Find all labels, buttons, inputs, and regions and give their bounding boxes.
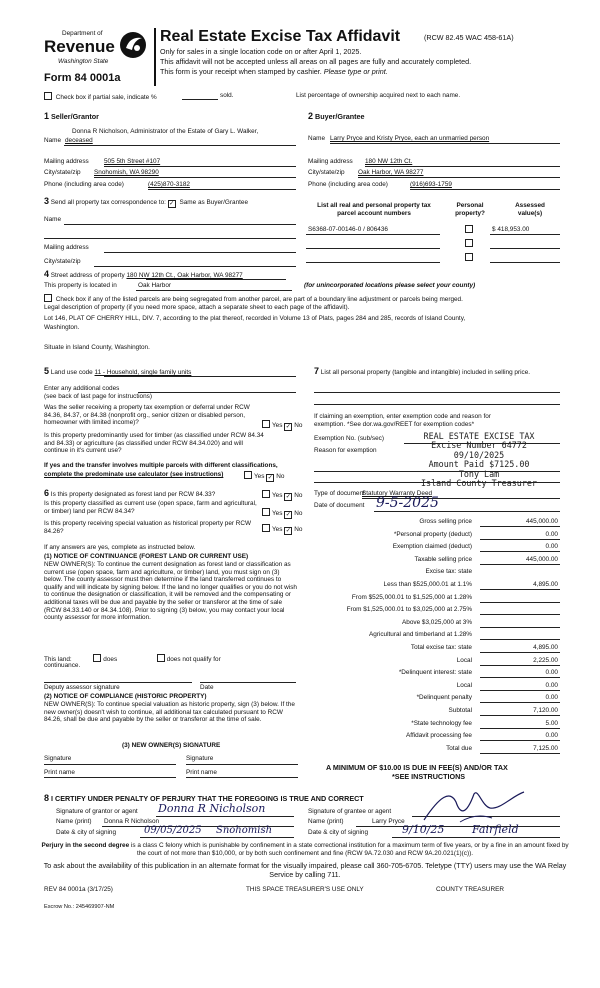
minimum-line2: *SEE INSTRUCTIONS [392,772,466,781]
tax-row-label: Subtotal [448,707,472,714]
buyer-num: 2 [308,111,314,121]
section3-mailing-label: Mailing address [44,244,89,251]
parcel-number: S6368-07-00146-0 / 806436 [308,226,388,233]
tax-row-line [480,564,560,565]
tax-row-line [480,715,560,716]
q-exemption-yesno [262,420,302,431]
located-label: This property is located in [44,282,117,289]
doc-type-label: Type of document [314,490,365,497]
seller-city-label: City/state/zip [44,169,81,176]
if-any-yes: If any answers are yes, complete as instructed below. [44,544,196,551]
seller-mailing-label: Mailing address [44,158,89,165]
grantor-name-label: Name (print) [56,818,92,825]
logo-dept: Department of [62,30,103,37]
current-use-no-checkbox[interactable]: ✓ [285,512,291,518]
partial-sale-label: Check box if partial sale, indicate % [55,94,157,101]
owner-print-label-2: Print name [186,769,217,776]
yes-label: Yes [272,526,283,533]
exempt-note-1: If claiming an exemption, enter exemption code and reason for [314,413,491,420]
no-label: No [294,526,303,533]
tax-row-label: Agricultural and timberland at 1.28% [368,631,472,639]
owner-print-label-1: Print name [44,769,75,776]
section7-num: 7 [314,366,320,376]
legal-line3: Situate in Island County, Washington. [44,344,150,351]
doc-date: 9-5-2025 [376,495,439,511]
no-label: No [294,510,303,517]
section3-heading [44,198,248,208]
q-timber-no-checkbox[interactable]: ✓ [267,475,273,481]
yes-label: Yes [272,510,283,517]
compliance-body: NEW OWNER(S): To continue special valuation as historic property, sign (3) below. If the new owner(s) doesn't wish to continue, all additional tax calculated pursuant to RCW 84.26, shall be due and payable by the seller or transferor at the time of sale. [44,701,295,724]
q-timber-multi: If yes and the transfer involves multiple parcels with different classifications, [44,462,278,469]
perjury-notice [40,842,570,857]
forest-yes-checkbox[interactable] [262,490,270,498]
q-exemption-no-checkbox[interactable]: ✓ [285,424,291,430]
buyer-phone: (916)693-1759 [410,181,452,188]
parcel-personal-checkbox[interactable] [465,225,473,233]
does-checkbox[interactable] [93,654,101,662]
tax-row-label: Less than $525,000.01 at 1.1% [383,581,472,588]
tax-row-label: Local [456,656,472,664]
grantee-city: Fairfield [472,823,519,836]
personal-col-header: Personal property? [455,202,485,217]
tax-row-label: From $1,525,000.01 to $3,025,000 at 2.75% [346,606,472,614]
revenue-swirl-icon [118,30,148,60]
header-line3-text: This form is your receipt when stamped by cashier. [160,67,322,76]
exempt-note-2: exemption. *See dor.wa.gov/REET for exemption codes* [314,421,475,428]
section4-num: 4 [44,269,50,279]
legal-label: Legal description of property (if you need more space, attach a separate sheet to each page of the affidavit). [44,304,350,311]
grantee-name-label: Name (print) [308,818,344,825]
parcel-col-header: List all real and personal property tax parcel account numbers [317,202,431,217]
section5-num: 5 [44,366,50,376]
grantor-date: 09/05/2025 [144,825,202,836]
unincorporated-note: (for unincorporated locations please select your county) [304,282,476,289]
see-back-note: (see back of last page for instructions) [44,393,152,400]
partial-sale-row [44,92,157,102]
parcel3-personal-checkbox[interactable] [465,253,473,261]
grantee-name: Larry Pryce [372,818,405,825]
q-timber: Is this property predominantly used for timber (as classified under RCW 84.34 and 84.33) or agriculture (as classified under RCW 84.34.020) and will continue in it's current use? [44,432,264,455]
buyer-title: Buyer/Grantee [315,112,365,121]
tax-row-label: *State technology fee [411,719,472,727]
buyer-city-label: City/state/zip [308,169,345,176]
doc-type: Statutory Warranty Deed [362,490,433,497]
yes-label: Yes [272,422,283,429]
revenue-logo [38,28,158,74]
seller-mailing: 505 5th Street #107 [104,158,161,165]
deputy-date-label: Date [200,684,214,691]
tax-row-label: Total excise tax: state [410,644,472,651]
section6-num: 6 [44,488,50,498]
stamp-line5: Tony Lam [458,468,500,479]
tax-row-line [480,539,560,540]
seller-title: Seller/Grantor [51,112,99,121]
historic-yesno [262,524,302,535]
stamp-line1: REAL ESTATE EXCISE TAX [423,431,535,441]
buyer-name: Larry Pryce and Kristy Pryce, each an unmarried person [330,135,490,142]
tax-row-line [480,639,560,640]
yes-label: Yes [272,492,283,499]
partial-sold: sold. [220,92,234,99]
tax-row-label: *Delinquent penalty [416,694,472,702]
tax-row-line [480,665,560,666]
segregate-row [44,294,463,304]
grantor-name: Donna R Nicholson [104,818,160,825]
current-use-yes-checkbox[interactable] [262,508,270,516]
exemption-no-label: Exemption No. (sub/sec) [314,435,384,442]
accessibility-notice: To ask about the availability of this publication in an alternate format for the visually impaired, please call 360-705-6705. Teletype (TTY) users may use the WA Relay Service by calling 711. [43,861,567,879]
stamp-line3: 09/10/2025 [453,449,505,460]
q-exemption-yes-checkbox[interactable] [262,420,270,428]
assessed-col-header: Assessed value(s) [515,202,545,217]
perjury-text: is a class C felony which is punishable by confinement in a state correctional institution for a maximum term of five years, or by a fine in an amount fixed by the court of not more than $10,000, or by both such confinement and fine (RCW 9A.72.030 and RCW 9A.20.021(1)(c)). [130,842,569,857]
tax-row-value: 4,895.00 [533,581,558,588]
continuance-word: continuance. [44,662,81,669]
buyer-city: Oak Harbor, WA 98277 [358,169,424,176]
tax-table [314,518,560,758]
does-label: does [103,656,118,663]
segregate-checkbox[interactable] [44,294,52,302]
header-line3-italic: Please type or print. [323,67,388,76]
logo-state: Washington State [58,58,109,65]
section3-city-label: City/state/zip [44,258,81,265]
tax-row-value: 445,000.00 [526,555,558,563]
yes-label: Yes [254,473,265,480]
current-use-yesno [262,508,302,519]
header-line2: This affidavit will not be accepted unless all areas on all pages are fully and accurately completed. [160,57,472,66]
forest-no-checkbox[interactable]: ✓ [285,494,291,500]
tax-row-value: 445,000.00 [526,518,558,525]
header-line3 [160,68,388,77]
tax-row-label: Local [456,681,472,689]
grantee-date: 9/10/25 [402,823,445,836]
header-line1: Only for sales in a single location code on or after April 1, 2025. [160,47,362,56]
buyer-phone-label: Phone (including area code) [308,181,388,188]
located-value: Oak Harbor [138,282,172,289]
tax-row-label: Total due [446,744,472,752]
q-timber-yes-checkbox[interactable] [244,471,252,479]
perjury-bold: Perjury in the second degree [41,842,130,849]
tax-row-line [480,551,560,552]
legal-line2: Washington. [44,324,80,331]
form-number: Form 84 0001a [44,72,121,84]
no-label: No [294,492,303,499]
continuance-title: (1) NOTICE OF CONTINUANCE (FOREST LAND OR CURRENT USE) [44,553,249,560]
tax-row-value: 4,895.00 [533,644,558,651]
parcel2-personal-checkbox[interactable] [465,239,473,247]
tax-row-label: Gross selling price [419,518,472,525]
header-divider [154,28,156,86]
tax-row-line [480,627,560,628]
tax-row-line [480,690,560,691]
doc-date-label: Date of document [314,502,365,509]
grantee-signature-scribble [420,786,530,826]
tax-row-value: 7,120.00 [533,707,558,714]
q-exemption: Was the seller receiving a property tax exemption or deferral under RCW 84.36, 84.37, or 84.38 (nonprofit org., senior citizen or disabled person, homeowner with limited income)? [44,404,250,427]
section7-heading [314,368,564,377]
form-title: Real Estate Excise Tax Affidavit [160,28,401,45]
tax-row-label: Excise tax: state [425,568,472,576]
buyer-name-label: Name [308,135,326,142]
tax-row-line [480,728,560,729]
grantor-city: Snohomish [216,825,273,836]
owner-signature-label-2: Signature [186,755,214,762]
minimum-line1: A MINIMUM OF $10.00 IS DUE IN FEE(S) AND/OR TAX [326,763,508,772]
does-not-checkbox[interactable] [157,654,165,662]
forest-yesno [262,490,302,501]
new-owner-sig-title: (3) NEW OWNER(S) SIGNATURE [122,742,221,749]
seller-name-line1: Donna R Nicholson, Administrator of the Estate of Gary L. Walker, [72,128,259,135]
historic-no-checkbox[interactable]: ✓ [285,528,291,534]
tax-row-value: 0.00 [545,530,558,538]
section7-label: List all personal property (tangible and intangible) included in selling price. [320,369,531,376]
stamp-line2: Excise Number 64772 [431,440,527,451]
grantor-sig-label: Signature of grantor or agent [56,808,138,815]
tax-row-line [480,740,560,741]
tax-row-label: *Personal property (deduct) [393,530,472,538]
buyer-mailing: 180 NW 12th Ct. [365,158,413,165]
seller-name-line2: deceased [65,137,93,144]
reason-label: Reason for exemption [314,447,377,454]
segregate-label: Check box if any of the listed parcels are being segregated from another parcel, are part of a boundary line adjustment or parcels being merged. [55,296,463,303]
owner-signature-label-1: Signature [44,755,72,762]
buyer-heading [308,112,365,122]
seller-heading [44,112,99,122]
same-as-buyer-checkbox[interactable]: ✓ [169,201,175,207]
logo-name: Revenue [44,37,115,56]
certify-text: I CERTIFY UNDER PENALTY OF PERJURY THAT THE FOREGOING IS TRUE AND CORRECT [51,794,364,803]
no-label: No [294,422,303,429]
tax-row-line [480,702,560,703]
tax-row-value: 0.00 [545,732,558,740]
tax-row-label: Taxable selling price [414,555,472,563]
current-use-question: Is this property classified as current use (open space, farm and agricultural, or timber) land per RCW 84.34? [44,500,257,515]
rev-number: REV 84 0001a (3/17/25) [44,886,113,893]
tax-row-line [480,589,560,590]
tax-row-line [480,753,560,754]
this-land-label: This land: [44,656,72,663]
treasurer-use: THIS SPACE TREASURER'S USE ONLY [246,886,364,893]
land-use-code: 11 - Household, single family units [94,369,192,376]
partial-sale-checkbox[interactable] [44,92,52,100]
tax-row-line [480,677,560,678]
tax-row-line [480,526,560,527]
street-address: 180 NW 12th Ct., Oak Harbor, WA 98277 [126,272,243,279]
escrow-number: Escrow No.: 245469907-NM [44,904,115,910]
tax-row-label: From $525,000.01 to $1,525,000 at 1.28% [351,593,472,601]
land-use-label: Land use code [50,369,93,376]
tax-row-line [480,614,560,615]
section3-num: 3 [44,196,50,206]
tax-row-line [480,602,560,603]
historic-question: Is this property receiving special valuation as historical property per RCW 84.26? [44,520,252,535]
stamp-line6: Island County Treasurer [421,478,537,489]
tax-row-value: 7,125.00 [533,744,558,752]
no-label: No [276,473,285,480]
section3-text: Send all property tax correspondence to: [50,199,166,206]
historic-yes-checkbox[interactable] [262,524,270,532]
section6-q1 [44,490,215,499]
stamp-line4: Amount Paid $7125.00 [428,459,530,470]
tax-row-value: 5.00 [545,719,558,727]
same-as-buyer-label: Same as Buyer/Grantee [179,199,249,206]
tax-row-value: 0.00 [545,543,558,551]
seller-num: 1 [44,111,50,121]
grantee-sig-label: Signature of grantee or agent [308,808,392,815]
legal-line1: Lot 146, PLAT OF CHERRY HILL, DIV. 7, according to the plat thereof, recorded in Volume 13 of Plats, pages 284 and 285, records of Island County, [44,315,466,322]
tax-row-value: 0.00 [545,694,558,702]
treasurer-stamp [404,432,554,488]
seller-phone: (425)870-3182 [148,181,190,188]
tax-row-value: 2,225.00 [533,656,558,664]
compliance-title: (2) NOTICE OF COMPLIANCE (HISTORIC PROPERTY) [44,693,207,700]
buyer-mailing-label: Mailing address [308,158,353,165]
section3-name-label: Name [44,216,62,223]
tax-row-value: 0.00 [545,669,558,677]
does-not-label: does not qualify for [166,656,221,663]
form-rcw: (RCW 82.45 WAC 458-61A) [424,33,514,42]
grantor-signature[interactable]: Donna R Nicholson [158,802,266,815]
seller-city: Snohomish, WA 98290 [94,169,159,176]
ownership-note: List percentage of ownership acquired next to each name. [296,92,461,99]
assessed-value: $ 418,953.00 [492,226,530,233]
grantor-date-label: Date & city of signing [56,829,117,836]
section8-num: 8 [44,793,50,803]
seller-name-label: Name [44,137,62,144]
tax-row-label: Affidavit processing fee [406,732,472,740]
tax-row-label: Exemption claimed (deduct) [392,543,472,551]
deputy-sig-label: Deputy assessor signature [44,684,120,691]
street-label: Street address of property [50,272,125,279]
tax-row-label: *Delinquent interest: state [398,669,472,677]
tax-row-line [480,652,560,653]
grantee-date-label: Date & city of signing [308,829,369,836]
q-timber-yesno [244,471,284,482]
continuance-body: NEW OWNER(S): To continue the current designation as forest land or classification as current use (open space, farm and agriculture, or timber) land, you must sign on (3) below. The county assessor must then determine if the land transferred continues to qualify and will indicate by signing below. If the land no longer qualifies or you do not wish to continue the designation or classification, it will be removed and the compensating or additional taxes will be due and payable by the seller or transferor at the time of sale (RCW 84.33.140 or 84.34.108). Prior to signing (3) below, you may contact your local county assessor for more information. [44,561,297,622]
seller-phone-label: Phone (including area code) [44,181,124,188]
q-timber-calc: complete the predominate use calculator (see instructions) [44,471,224,478]
tax-row-label: Above $3,025,000 at 3% [402,618,472,626]
forest-question: Is this property designated as forest land per RCW 84.33? [50,491,216,498]
county-treasurer: COUNTY TREASURER [436,886,504,893]
tax-row-value: 0.00 [545,681,558,689]
additional-codes-label: Enter any additional codes [44,385,120,392]
